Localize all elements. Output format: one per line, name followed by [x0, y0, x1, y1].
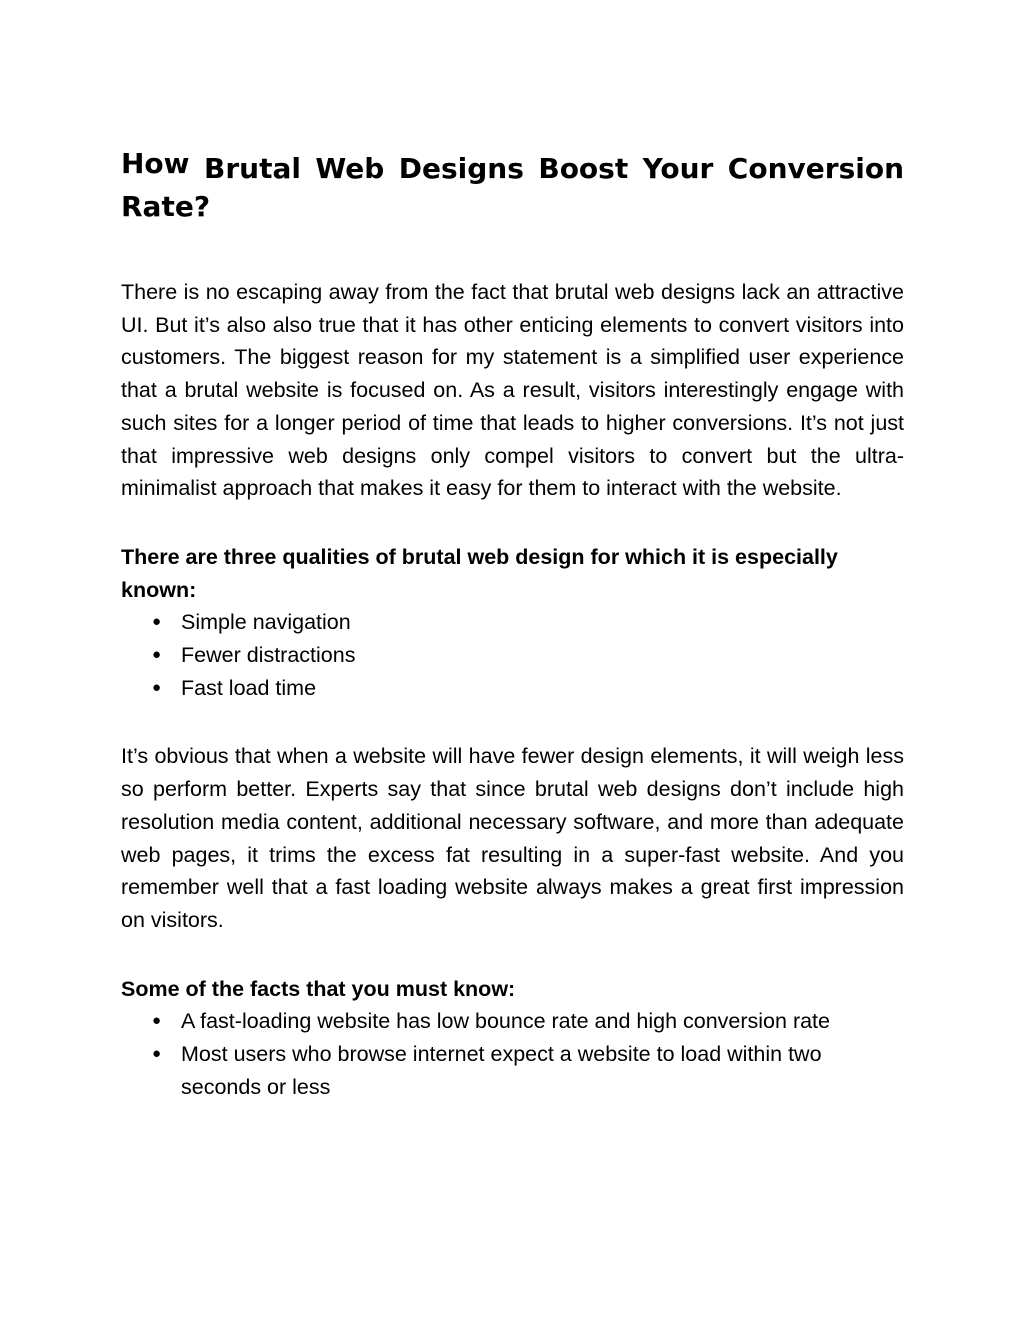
speed-paragraph: It’s obvious that when a website will have fewer design elements, it will weigh less so perform better. Experts say that since brutal web designs don’t include high resolution media content, additional necessary software, and more than adequate web pages, it trims the excess fat resulting in a super-fast website. And you remember well that a fast loading website always makes a great first impression on visitors. — [121, 744, 904, 932]
list-item — [121, 1005, 904, 1038]
list-item — [121, 639, 904, 672]
list-item — [121, 606, 904, 639]
bullet-icon: ● — [152, 678, 162, 696]
list-item — [121, 1038, 904, 1103]
list-item-text: Fast load time — [181, 675, 317, 700]
bullet-icon: ● — [152, 613, 162, 631]
bullet-icon: ● — [152, 1045, 162, 1063]
qualities-list — [121, 606, 904, 704]
bullet-icon: ● — [152, 1012, 162, 1030]
bullet-icon: ● — [152, 646, 162, 664]
document-page — [121, 147, 905, 1103]
facts-heading: Some of the facts that you must know: — [121, 976, 516, 1001]
page-title — [121, 147, 905, 226]
list-item-text: Fewer distractions — [181, 643, 356, 668]
list-item-text: Simple navigation — [181, 610, 351, 635]
title-word-how: How — [121, 147, 190, 180]
qualities-heading: There are three qualities of brutal web design for which it is especially known: — [121, 544, 838, 602]
list-item — [121, 672, 904, 705]
title-rest: Brutal Web Designs Boost Your Conversion Rate? — [121, 152, 905, 223]
list-item-text: A fast-loading website has low bounce rate and high conversion rate — [181, 1009, 830, 1034]
list-item-text: Most users who browse internet expect a website to load within two seconds or less — [181, 1042, 822, 1099]
intro-paragraph: There is no escaping away from the fact that brutal web designs lack an attractive UI. But it’s also also true that it has other enticing elements to convert visitors into customers. The biggest reason for my statement is a simplified user experience that a brutal website is focused on. As a result, visitors interestingly engage with such sites for a longer period of time that leads to higher conversions. It’s not just that impressive web designs only compel visitors to convert but the ultra-minimalist approach that makes it easy for them to interact with the website. — [121, 280, 904, 501]
facts-list — [121, 1005, 904, 1103]
